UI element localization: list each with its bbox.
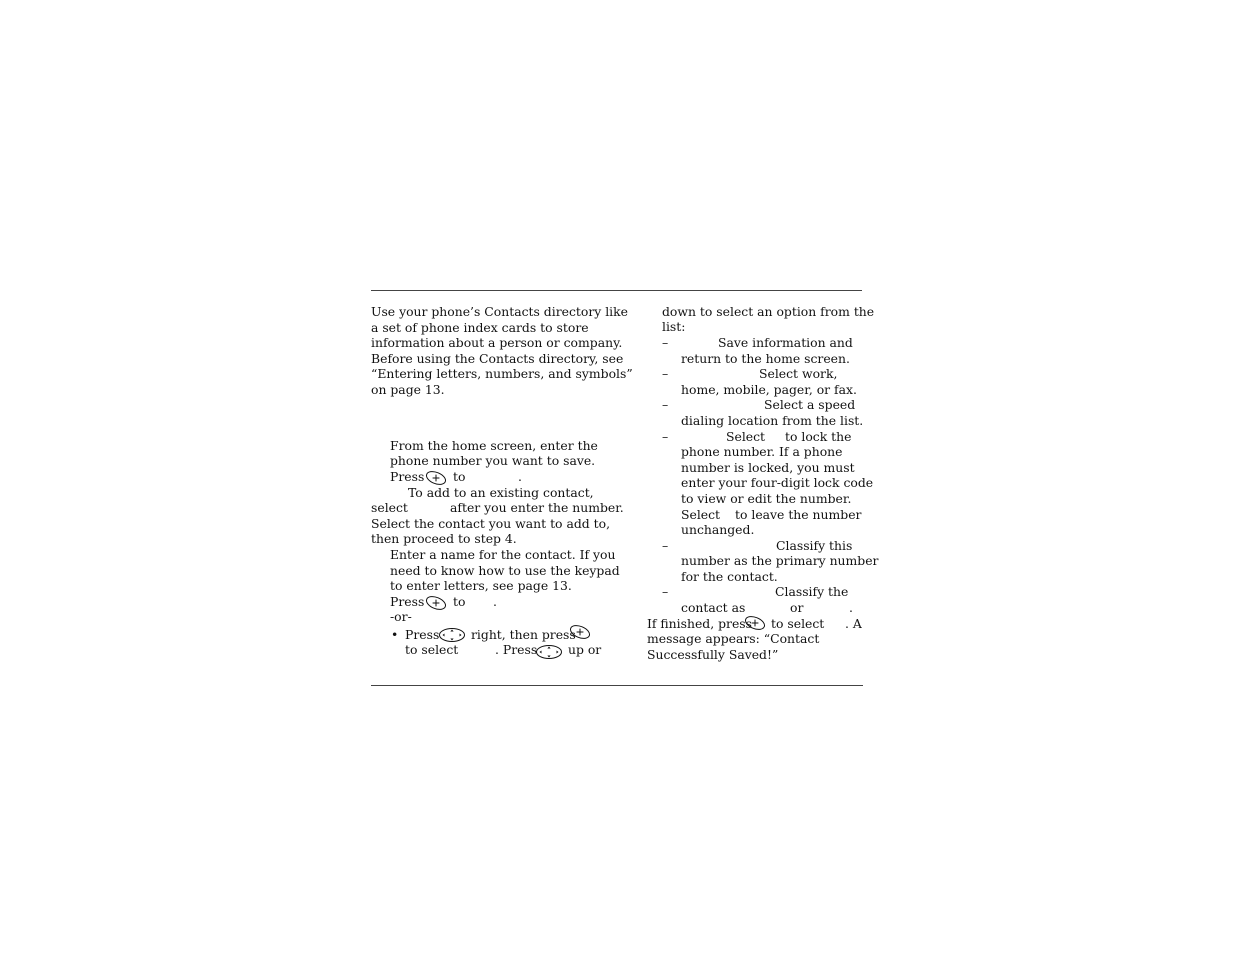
option-lock-text: phone number. If a phone bbox=[681, 444, 843, 459]
option-lock-text: to lock the bbox=[785, 429, 852, 444]
select-key-icon bbox=[569, 625, 591, 639]
option-lock-text: to view or edit the number. bbox=[681, 491, 852, 506]
option-lock-text: to leave the number bbox=[735, 507, 862, 522]
header-rule bbox=[371, 290, 862, 291]
tip-text: select bbox=[371, 500, 408, 515]
select-key-icon bbox=[425, 471, 447, 485]
select-key-icon bbox=[425, 596, 447, 610]
finish-text: . A bbox=[845, 616, 862, 631]
tip-text: then proceed to step 4. bbox=[371, 531, 517, 546]
step-4-to: to bbox=[453, 594, 466, 609]
bullet-press-2: . Press bbox=[495, 642, 538, 657]
option-classify-text: or bbox=[790, 600, 804, 615]
intro-line: a set of phone index cards to store bbox=[371, 320, 589, 335]
option-speed-dial-text: dialing location from the list. bbox=[681, 413, 864, 428]
step-3-text: to enter letters, see page 13. bbox=[390, 578, 572, 593]
option-speed-dial-text: Select a speed bbox=[764, 397, 856, 412]
footer-rule bbox=[371, 685, 863, 686]
option-lock-text: enter your four-digit lock code bbox=[681, 475, 874, 490]
option-primary-text: for the contact. bbox=[681, 569, 778, 584]
option-classify-text: Classify the bbox=[775, 584, 849, 599]
option-dash: – bbox=[662, 335, 669, 350]
bullet-press: Press bbox=[405, 627, 440, 642]
option-dash: – bbox=[662, 584, 669, 599]
finish-text: Successfully Saved!” bbox=[647, 647, 779, 662]
intro-line: “Entering letters, numbers, and symbols” bbox=[371, 366, 633, 381]
step-4-press: Press bbox=[390, 594, 425, 609]
step-1-text: phone number you want to save. bbox=[390, 453, 596, 468]
step-2-press: Press bbox=[390, 469, 425, 484]
select-key-icon bbox=[744, 616, 766, 630]
option-dash: – bbox=[662, 397, 669, 412]
bullet-right-text: right, then press bbox=[471, 627, 576, 642]
option-save-text: Save information and bbox=[718, 335, 853, 350]
intro-line: on page 13. bbox=[371, 382, 445, 397]
option-type-text: home, mobile, pager, or fax. bbox=[681, 382, 857, 397]
step-2-to: to bbox=[453, 469, 466, 484]
nav-key-icon bbox=[535, 643, 563, 661]
intro-line: Use your phone’s Contacts directory like bbox=[371, 304, 628, 319]
continued-text: list: bbox=[662, 319, 686, 334]
step-3-text: Enter a name for the contact. If you bbox=[390, 547, 616, 562]
finish-text: If finished, press bbox=[647, 616, 753, 631]
intro-line: information about a person or company. bbox=[371, 335, 623, 350]
step-2-period: . bbox=[518, 469, 522, 484]
option-dash: – bbox=[662, 538, 669, 553]
option-dash: – bbox=[662, 429, 669, 444]
option-classify-text: contact as bbox=[681, 600, 746, 615]
bullet-to-select: to select bbox=[405, 642, 459, 657]
option-primary-text: Classify this bbox=[776, 538, 853, 553]
option-dash: – bbox=[662, 366, 669, 381]
tip-text: Select the contact you want to add to, bbox=[371, 516, 611, 531]
option-primary-text: number as the primary number bbox=[681, 553, 879, 568]
bullet: • bbox=[391, 627, 399, 642]
finish-text: to select bbox=[771, 616, 825, 631]
option-lock-text: Select bbox=[681, 507, 721, 522]
continued-text: down to select an option from the bbox=[662, 304, 875, 319]
option-lock-text: number is locked, you must bbox=[681, 460, 855, 475]
option-type-text: Select work, bbox=[759, 366, 838, 381]
step-3-text: need to know how to use the keypad bbox=[390, 563, 620, 578]
tip-text: after you enter the number. bbox=[450, 500, 624, 515]
intro-line: Before using the Contacts directory, see bbox=[371, 351, 624, 366]
step-4-period: . bbox=[493, 594, 497, 609]
option-save-text: return to the home screen. bbox=[681, 351, 850, 366]
tip-text: To add to an existing contact, bbox=[408, 485, 594, 500]
option-classify-text: . bbox=[849, 600, 853, 615]
or-divider: -or- bbox=[390, 609, 412, 624]
option-lock-text: unchanged. bbox=[681, 522, 755, 537]
option-lock-text: Select bbox=[726, 429, 766, 444]
step-1-text: From the home screen, enter the bbox=[390, 438, 598, 453]
finish-text: message appears: “Contact bbox=[647, 631, 820, 646]
bullet-up-or: up or bbox=[568, 642, 602, 657]
